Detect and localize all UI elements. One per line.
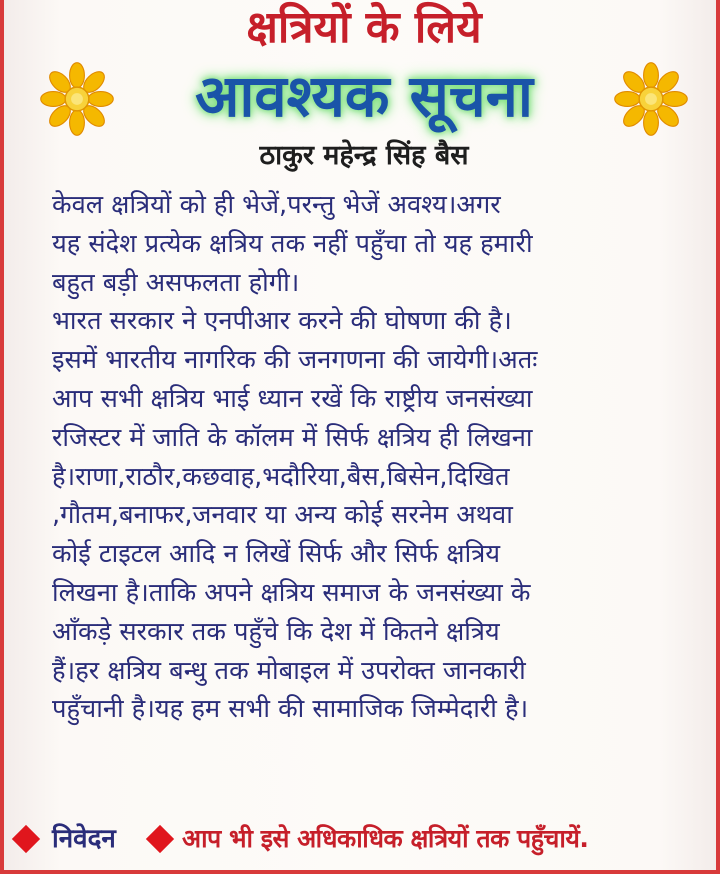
title-line-1: क्षत्रियों के लिये bbox=[246, 2, 482, 53]
diamond-bullet-icon bbox=[146, 825, 174, 853]
body-line: हैं।हर क्षत्रिय बन्धु तक मोबाइल में उपरोक्त जानकारी bbox=[52, 655, 526, 686]
footer-label: निवेदन bbox=[52, 824, 116, 854]
body-line: ,गौतम,बनाफर,जनवार या अन्य कोई सरनेम अथवा bbox=[52, 500, 513, 531]
body-line: भारत सरकार ने एनपीआर करने की घोषणा की है। bbox=[52, 306, 512, 337]
title-line-2: आवश्यक सूचना bbox=[195, 62, 533, 130]
body-line: रजिस्टर में जाति के कॉलम में सिर्फ क्षत्रिय ही लिखना bbox=[52, 422, 533, 453]
footer-appeal bbox=[4, 808, 720, 870]
body-line: बहुत बड़ी असफलता होगी। bbox=[52, 267, 300, 298]
notice-body bbox=[52, 186, 692, 729]
sunflower-icon bbox=[40, 62, 114, 136]
sunflower-icon bbox=[614, 62, 688, 136]
footer-message: आप भी इसे अधिकाधिक क्षत्रियों तक पहुँचायें. bbox=[182, 824, 589, 853]
body-line: इसमें भारतीय नागरिक की जनगणना की जायेगी।अतः bbox=[52, 345, 538, 376]
body-line: केवल क्षत्रियों को ही भेजें,परन्तु भेजें अवश्य।अगर bbox=[52, 190, 501, 220]
body-line: लिखना है।ताकि अपने क्षत्रिय समाज के जनसंख्या के bbox=[52, 577, 531, 608]
body-line: यह संदेश प्रत्येक क्षत्रिय तक नहीं पहुँचा तो यह हमारी bbox=[52, 228, 533, 259]
body-line: पहुँचानी है।यह हम सभी की सामाजिक जिम्मेदारी है। bbox=[52, 694, 529, 725]
body-line: है।राणा,राठौर,कछवाह,भदौरिया,बैस,बिसेन,दिखित bbox=[52, 461, 510, 492]
author-name: ठाकुर महेन्द्र सिंह बैस bbox=[259, 140, 469, 171]
body-line: कोई टाइटल आदि न लिखें सिर्फ और सिर्फ क्षत्रिय bbox=[52, 539, 501, 570]
body-line: आप सभी क्षत्रिय भाई ध्यान रखें कि राष्ट्रीय जनसंख्या bbox=[52, 383, 533, 414]
body-line: आँकड़े सरकार तक पहुँचे कि देश में कितने क्षत्रिय bbox=[52, 616, 500, 647]
diamond-bullet-icon bbox=[12, 825, 40, 853]
